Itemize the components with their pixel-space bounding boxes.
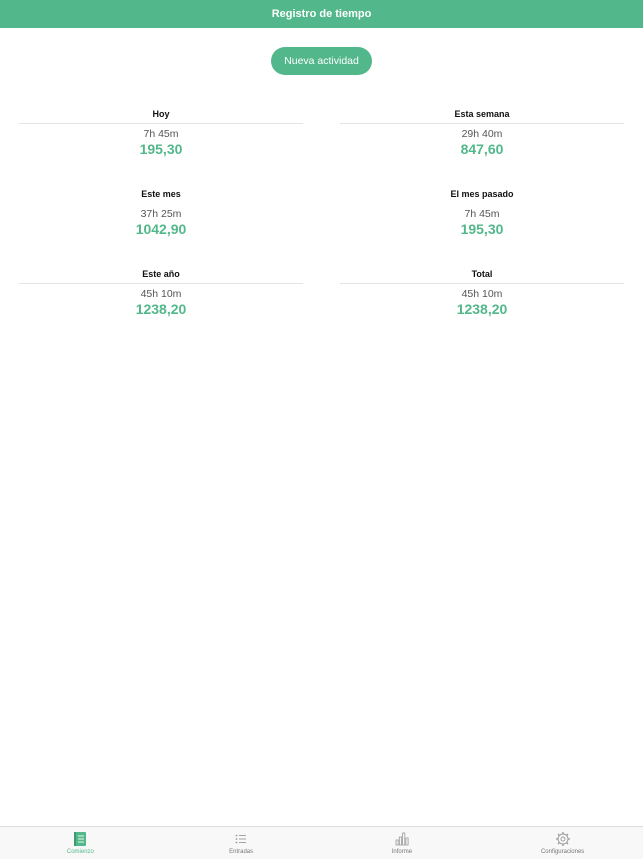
stat-hours: 29h 40m	[461, 128, 503, 140]
divider	[340, 283, 624, 284]
stat-last-month	[340, 188, 624, 238]
tab-report[interactable]	[322, 827, 483, 859]
stat-total	[340, 268, 624, 318]
stat-year	[19, 268, 303, 318]
app-header	[0, 0, 643, 28]
stat-amount: 1238,20	[456, 301, 508, 317]
tab-settings[interactable]	[482, 827, 643, 859]
stat-hours: 45h 10m	[461, 288, 503, 300]
bar-chart-icon	[394, 831, 410, 847]
tab-label: Comienzo	[66, 849, 94, 855]
stat-hours: 7h 45m	[464, 208, 500, 220]
tab-entries[interactable]	[161, 827, 322, 859]
page-title: Registro de tiempo	[271, 8, 372, 20]
notebook-icon	[72, 831, 88, 847]
tab-label: Configuraciones	[540, 849, 585, 855]
divider	[19, 283, 303, 284]
stat-label: Esta semana	[454, 109, 510, 119]
stat-hours: 7h 45m	[143, 128, 179, 140]
stat-label: El mes pasado	[450, 189, 514, 199]
divider	[340, 203, 624, 204]
gear-icon	[555, 831, 571, 847]
stat-month	[19, 188, 303, 238]
stat-label: Total	[471, 269, 493, 279]
tab-bar	[0, 826, 643, 859]
stat-amount: 195,30	[460, 221, 504, 237]
stat-hours: 37h 25m	[140, 208, 182, 220]
divider	[19, 123, 303, 124]
stat-label: Este año	[142, 269, 180, 279]
tab-label: Entradas	[229, 849, 254, 855]
stat-amount: 847,60	[460, 141, 504, 157]
tab-label: Informe	[391, 849, 413, 855]
stat-week	[340, 108, 624, 158]
list-icon	[233, 831, 249, 847]
divider	[340, 123, 624, 124]
new-activity-button[interactable]: Nueva actividad	[271, 47, 372, 75]
divider	[19, 203, 303, 204]
stat-today	[19, 108, 303, 158]
stat-amount: 1238,20	[135, 301, 187, 317]
stat-amount: 1042,90	[135, 221, 187, 237]
stat-label: Hoy	[152, 109, 170, 119]
tab-home[interactable]	[0, 827, 161, 859]
stat-label: Este mes	[141, 189, 181, 199]
stat-hours: 45h 10m	[140, 288, 182, 300]
stat-amount: 195,30	[139, 141, 183, 157]
